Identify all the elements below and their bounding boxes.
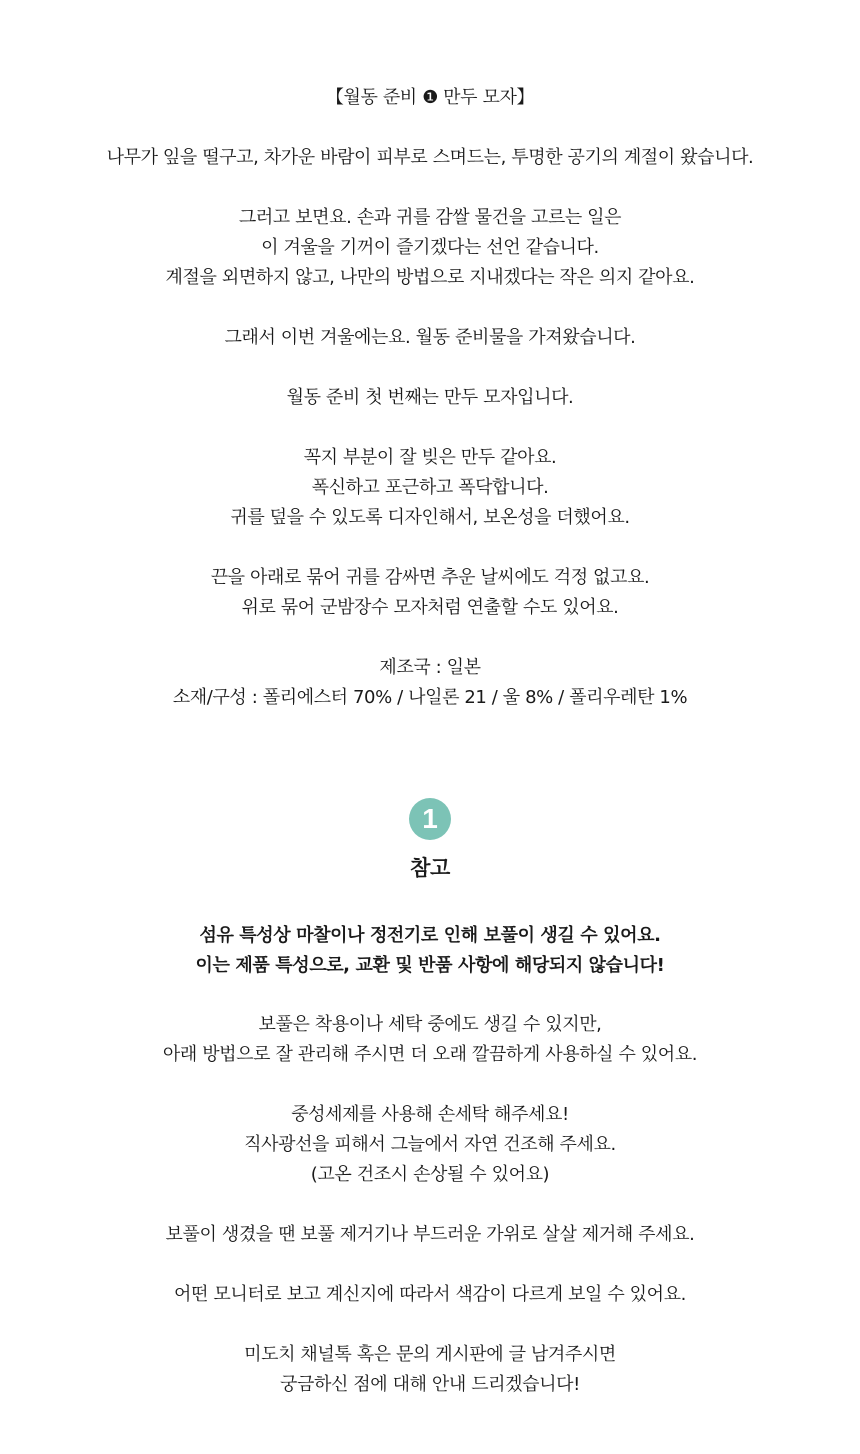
intro-line-4: 계절을 외면하지 않고, 나만의 방법으로 지내겠다는 작은 의지 같아요. (165, 267, 695, 288)
notice-title: 참고 (410, 856, 450, 880)
origin-country: 제조국 : 일본 (379, 657, 481, 678)
material-composition: 소재/구성 : 폴리에스터 70% / 나일론 21 / 울 8% / 폴리우레탄 1% (172, 687, 688, 708)
intro-line-11: 위로 묶어 군밤장수 모자처럼 연출할 수도 있어요. (241, 597, 619, 618)
notice-line-4: 직사광선을 피해서 그늘에서 자연 건조해 주세요. (244, 1134, 616, 1155)
intro-line-1: 나무가 잎을 떨구고, 차가운 바람이 피부로 스며드는, 투명한 공기의 계절이 왔습니다. (106, 147, 754, 168)
notice-line-9: 궁금하신 점에 대해 안내 드리겠습니다! (280, 1374, 580, 1395)
notice-line-6: 보풀이 생겼을 땐 보풀 제거기나 부드러운 가위로 살살 제거해 주세요. (165, 1224, 695, 1245)
intro-line-3: 이 겨울을 기꺼이 즐기겠다는 선언 같습니다. (261, 237, 599, 258)
notice-line-2: 아래 방법으로 잘 관리해 주시면 더 오래 깔끔하게 사용하실 수 있어요. (162, 1044, 698, 1065)
intro-line-2: 그러고 보면요. 손과 귀를 감쌀 물건을 고르는 일은 (238, 207, 622, 228)
intro-line-10: 끈을 아래로 묶어 귀를 감싸면 추운 날씨에도 걱정 없고요. (210, 567, 650, 588)
notice-line-7: 어떤 모니터로 보고 계신지에 따라서 색감이 다르게 보일 수 있어요. (174, 1284, 686, 1305)
notice-line-8: 미도치 채널톡 혹은 문의 게시판에 글 남겨주시면 (244, 1344, 616, 1365)
notice-line-3: 중성세제를 사용해 손세탁 해주세요! (291, 1104, 569, 1125)
intro-line-7: 꼭지 부분이 잘 빚은 만두 같아요. (303, 447, 557, 468)
intro-line-6: 월동 준비 첫 번째는 만두 모자입니다. (286, 387, 574, 408)
notice-number-badge: 1 (409, 798, 451, 840)
notice-warning-2: 이는 제품 특성으로, 교환 및 반품 사항에 해당되지 않습니다! (195, 955, 665, 976)
intro-line-5: 그래서 이번 겨울에는요. 월동 준비물을 가져왔습니다. (224, 327, 636, 348)
notice-warning-1: 섬유 특성상 마찰이나 정전기로 인해 보풀이 생길 수 있어요. (199, 925, 661, 946)
notice-line-1: 보풀은 착용이나 세탁 중에도 생길 수 있지만, (258, 1014, 602, 1035)
intro-line-8: 폭신하고 포근하고 폭닥합니다. (311, 477, 549, 498)
notice-line-5: (고온 건조시 손상될 수 있어요) (310, 1164, 550, 1185)
intro-line-9: 귀를 덮을 수 있도록 디자인해서, 보온성을 더했어요. (230, 507, 630, 528)
intro-title: 【월동 준비 ❶ 만두 모자】 (325, 87, 535, 108)
